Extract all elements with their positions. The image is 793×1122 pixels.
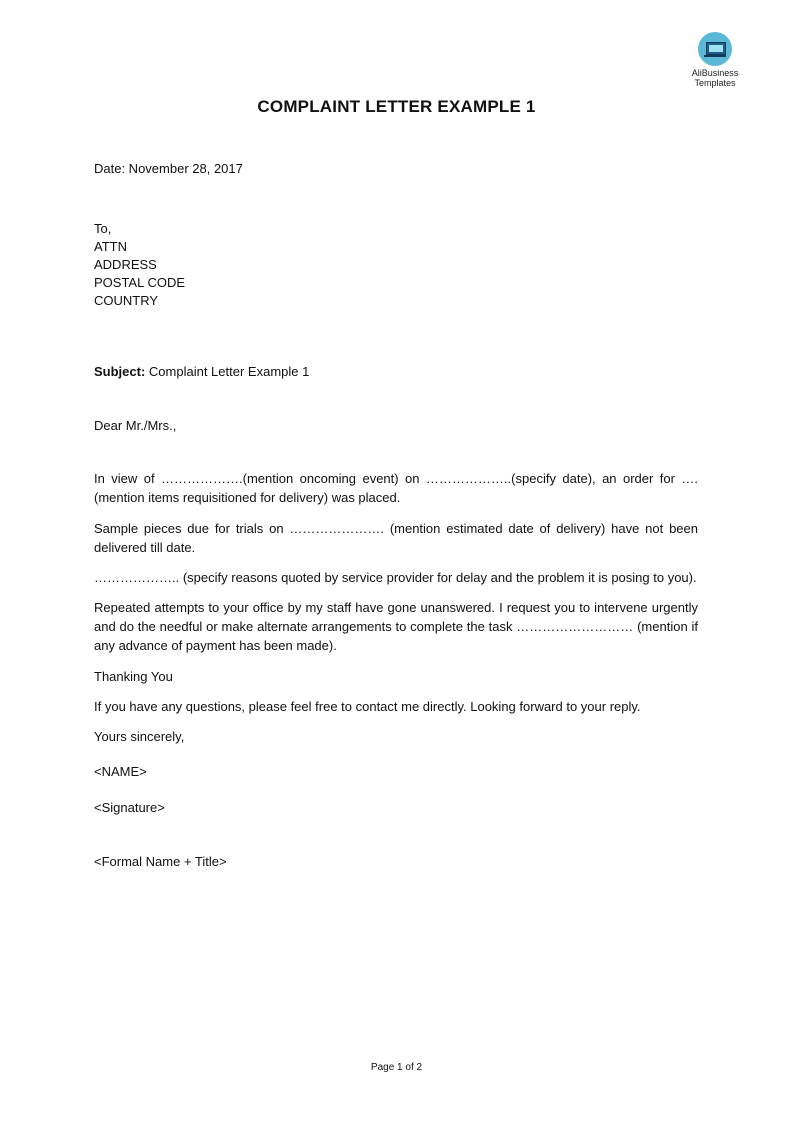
company-logo <box>672 32 758 88</box>
body-paragraph-2: Sample pieces due for trials on …………………. (mention estimated date of delivery) have not been delivered till date. <box>94 521 698 555</box>
formal-name-placeholder: <Formal Name + Title> <box>94 854 227 869</box>
logo-line-2: Templates <box>694 78 736 88</box>
laptop-icon <box>698 32 732 66</box>
address-attn: ATTN <box>94 239 127 254</box>
salutation: Dear Mr./Mrs., <box>94 418 177 433</box>
logo-text <box>672 68 758 88</box>
address-to: To, <box>94 221 112 236</box>
document-title: COMPLAINT LETTER EXAMPLE 1 <box>257 97 536 116</box>
subject-label: Subject: <box>94 364 146 379</box>
address-postal-code: POSTAL CODE <box>94 275 186 290</box>
address-country: COUNTRY <box>94 293 159 308</box>
logo-line-1: AliBusiness <box>691 68 739 78</box>
address-line: ADDRESS <box>94 257 157 272</box>
page-number-footer: Page 1 of 2 <box>370 1062 423 1073</box>
closing-line: Yours sincerely, <box>94 729 185 744</box>
signature-placeholder: <Signature> <box>94 800 165 815</box>
body-paragraph-1: In view of ……………….(mention oncoming event) on ………………..(specify date), an order for …. (mention items requisitioned for delivery) was placed. <box>94 471 698 505</box>
questions-line: If you have any questions, please feel free to contact me directly. Looking forward to your reply. <box>94 699 641 714</box>
body-paragraph-3: ……………….. (specify reasons quoted by service provider for delay and the problem it is posing to you). <box>94 570 697 585</box>
date-line: Date: November 28, 2017 <box>94 161 243 176</box>
name-placeholder: <NAME> <box>94 764 147 779</box>
subject-line <box>94 363 309 381</box>
thanking-line: Thanking You <box>94 669 173 684</box>
body-paragraph-4: Repeated attempts to your office by my staff have gone unanswered. I request you to intervene urgently and do the needful or make alternate arrangements to complete the task ……………………… (mention if any advance of payment has been made). <box>94 600 698 653</box>
subject-text: Complaint Letter Example 1 <box>148 364 310 379</box>
